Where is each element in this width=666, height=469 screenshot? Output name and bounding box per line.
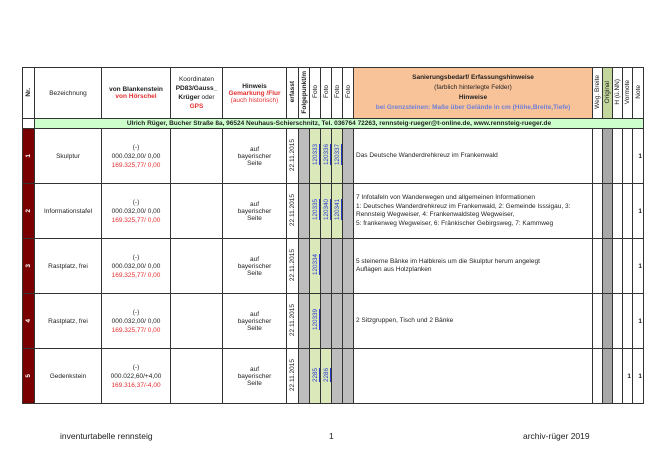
header-foto-1: Foto [310,68,321,119]
footer-right: archiv-rüger 2019 [523,431,590,441]
header-folgepunkt: Folgepunkt/m [299,68,310,119]
contact-info: Ulrich Rüger, Bucher Straße 8a, 96524 Neuhaus-Schierschnitz, Tel. 036764 72263, rennsteig-rueger@t-online.de, www.rennsteig-rueger.de [35,119,644,129]
foto-cell [343,129,354,184]
weg-breite-cell [593,349,603,404]
foto-cell [332,129,343,184]
header-row [23,68,644,119]
erfasst-cell: 22.11.2015 [287,239,299,294]
foto-link[interactable]: 120334 [311,254,319,276]
koordinaten-cell [171,294,223,349]
original-cell [603,129,613,184]
foto-cell [321,129,332,184]
koordinaten-cell [171,184,223,239]
vormote-cell: 1 [623,349,633,404]
h-unn-cell [613,184,623,239]
foto-link[interactable]: 120340 [322,199,330,221]
foto-link[interactable]: 120337 [333,144,341,166]
folgepunkt-cell [299,239,310,294]
remark-cell [354,294,593,349]
table-row [23,184,644,239]
hinweis-cell: auf bayerischer Seite [223,294,287,349]
foto-link[interactable]: 2286 [322,367,330,382]
vormote-cell [623,184,633,239]
header-foto-2: Foto [321,68,332,119]
table-row [23,294,644,349]
original-cell [603,349,613,404]
row-number: 4 [23,294,35,349]
weg-breite-cell [593,184,603,239]
remark-cell [354,239,593,294]
weg-breite-cell [593,129,603,184]
vormote-cell [623,129,633,184]
folgepunkt-cell [299,184,310,239]
foto-cell [332,294,343,349]
folgepunkt-cell [299,129,310,184]
header-bezeichnung: Bezeichnung [35,68,102,119]
original-cell [603,184,613,239]
foto-cell [343,184,354,239]
koordinaten-cell [171,129,223,184]
remark-line: 7 Infotafeln von Wanderwegen und allgemeinen Informationen [356,194,535,201]
bezeichnung-cell: Rastplatz, frei [35,239,102,294]
foto-cell [343,239,354,294]
note-cell: 1 [633,349,644,404]
contact-row [23,119,644,129]
remark-cell [354,129,593,184]
header-hinweis: Hinweis Gemarkung /Flur (auch historisch) [223,68,287,119]
station-cell: (-) 000.022,60/+4,00 169.316,37/-4,00 [102,349,171,404]
foto-cell [310,294,321,349]
hinweis-cell: auf bayerischer Seite [223,184,287,239]
foto-cell [332,239,343,294]
header-original: Original [603,68,613,119]
erfasst-cell: 22.11.2015 [287,129,299,184]
header-von: von Blankenstein von Hörschel [102,68,171,119]
bezeichnung-cell: Rastplatz, frei [35,294,102,349]
weg-breite-cell [593,294,603,349]
remark-cell [354,184,593,239]
remark-line: 5: frankenweg Wegweiser, 6: Fränkischer Gebirgsweg, 7: Kammweg [356,219,554,227]
folgepunkt-cell [299,349,310,404]
note-cell: 1 [633,239,644,294]
foto-cell [321,239,332,294]
erfasst-cell: 22.11.2015 [287,294,299,349]
header-nr: Nr. [23,68,35,119]
row-number: 2 [23,184,35,239]
remark-line: 1: Deutsches Wanderdrehkreuz im Frankenwald, 2: Gemeinde Isssigau, 3: [356,202,571,210]
foto-link[interactable]: 120341 [333,199,341,221]
header-foto-3: Foto [332,68,343,119]
note-cell: 1 [633,294,644,349]
h-unn-cell [613,294,623,349]
station-cell: (-) 000.032,00/ 0,00 169.325,77/ 0,00 [102,129,171,184]
table-row [23,129,644,184]
foto-cell [310,349,321,404]
remark-line: 5 steinerne Bänke im Halbkreis um die Skulptur herum angelegt [356,257,540,265]
foto-cell [310,239,321,294]
foto-cell [343,294,354,349]
station-cell: (-) 000.032,00/ 0,00 169.325,77/ 0,00 [102,239,171,294]
foto-cell [310,129,321,184]
foto-cell [321,294,332,349]
erfasst-cell: 22.11.2015 [287,349,299,404]
remark-cell [354,349,593,404]
foto-link[interactable]: 120333 [311,144,319,166]
folgepunkt-cell [299,294,310,349]
remark-line: Das Deutsche Wanderdrehkreuz im Frankenwald [356,151,498,159]
header-note: Note [633,68,644,119]
hinweis-cell: auf bayerischer Seite [223,129,287,184]
erfasst-cell: 22.11.2015 [287,184,299,239]
footer-page-number: 1 [329,431,334,441]
vormote-cell [623,294,633,349]
header-h-unn: H (ü.NN) [613,68,623,119]
bezeichnung-cell: Informationstafel [35,184,102,239]
foto-cell [332,184,343,239]
foto-link[interactable]: 120339 [311,309,319,331]
foto-link[interactable]: 120336 [322,144,330,166]
station-cell: (-) 000.032,00/ 0,00 169.325,77/ 0,00 [102,184,171,239]
foto-cell [321,349,332,404]
note-cell: 1 [633,129,644,184]
bezeichnung-cell: Gedenkstein [35,349,102,404]
bezeichnung-cell: Skulptur [35,129,102,184]
remark-line: Rennsteig Wegweiser, 4: Frankenwaldsteg Wegweiser, [356,211,515,218]
koordinaten-cell [171,239,223,294]
header-weg-breite: Weg. Breite [593,68,603,119]
station-cell: (-) 000.032,00/ 0,00 169.325,77/ 0,00 [102,294,171,349]
original-cell [603,294,613,349]
header-erfasst: erfasst [287,68,299,119]
foto-cell [343,349,354,404]
foto-link[interactable]: 120335 [311,199,319,221]
foto-cell [332,349,343,404]
foto-cell [321,184,332,239]
row-number: 1 [23,129,35,184]
remark-line: 2 Sitzgruppen, Tisch und 2 Bänke [356,316,454,324]
h-unn-cell [613,349,623,404]
header-foto-4: Foto [343,68,354,119]
table-row [23,239,644,294]
h-unn-cell [613,129,623,184]
row-number: 3 [23,239,35,294]
hinweis-cell: auf bayerischer Seite [223,239,287,294]
koordinaten-cell [171,349,223,404]
remark-line: Auflagen aus Holzplanken [356,266,432,273]
header-koordinaten: Koordinaten PD83/Gauss_ Krüger oder GPS [171,68,223,119]
inventory-table [22,67,644,404]
header-sanierungsbedarf: Sanierungsbedarf/ Erfassungshinweise (farblich hinterlegte Felder) Hinweise bei Grenzsteinen: Maße über Gelände in cm (Höhe,Breite,Tiefe) [354,68,593,119]
foto-link[interactable]: 2285 [311,367,319,382]
h-unn-cell [613,239,623,294]
foto-cell [310,184,321,239]
header-vormote: Vormote [623,68,633,119]
note-cell: 1 [633,184,644,239]
weg-breite-cell [593,239,603,294]
row-number: 5 [23,349,35,404]
vormote-cell [623,239,633,294]
original-cell [603,239,613,294]
footer-left: inventurtabelle rennsteig [60,431,153,441]
hinweis-cell: auf bayerischer Seite [223,349,287,404]
table-row [23,349,644,404]
